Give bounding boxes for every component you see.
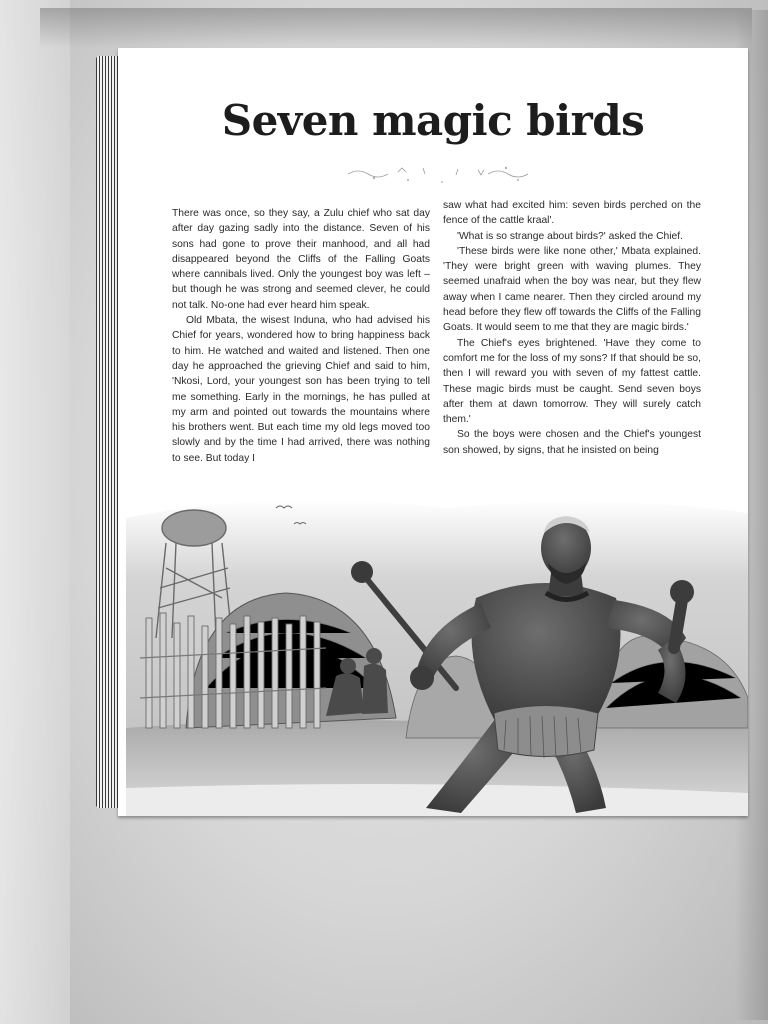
paragraph: saw what had excited him: seven birds perched on the fence of the cattle kraal'. [443,200,701,227]
zulu-village-warrior-illustration-icon [126,488,748,816]
paragraph: 'What is so strange about birds?' asked the Chief. [457,230,684,242]
scan-top-shadow [40,8,752,48]
left-text-column [172,206,430,466]
paragraph: The Chief's eyes brightened. 'Have they come to comfort me for the loss of my sons? If that should be so, then I will reward you with seven of my fattest cattle. These magic birds must be caught. Send seven boys after them at dawn tomorrow. They will surely catch them.' [443,337,701,426]
right-text-column [443,198,701,458]
book-page [118,48,748,816]
title-ornament-icon [338,160,548,186]
paragraph: Old Mbata, the wisest Induna, who had advised his Chief for years, wondered how to bring happiness back to him. He watched and waited and listened. Then one day he approached the grieving Chief and said to him, 'Nkosi, Lord, your youngest son has been trying to tell me something. Early in the mornings, he has pulled at my arm and pointed out towards the mountains where his brothers went. But each time my old legs moved too slowly and by the time I had arrived, there was nothing to see. But today I [172,315,430,464]
book [96,48,748,816]
paragraph: 'These birds were like none other,' Mbata explained. 'They were bright green with waving plumes. They seemed unafraid when the boy was near, but they flew away when I came nearer. Then they circled around my head before they flew off towards the Cliffs of the Falling Goats. It would seem to me that they are magic birds.' [443,245,701,334]
scan-left-edge [0,0,70,1024]
paragraph: So the boys were chosen and the Chief's youngest son showed, by signs, that he insisted on being [443,429,701,456]
story-title: Seven magic birds [221,96,645,145]
paragraph: There was once, so they say, a Zulu chief who sat day after day gazing sadly into the distance. Seven of his sons had gone to prove their manhood, and all had disappeared beyond the Cliffs of the Falling Goats where cannibals lived. Only the youngest boy was left – but though he was strong and seemed clever, he could not talk. No-one had ever heard him speak. [172,208,430,311]
